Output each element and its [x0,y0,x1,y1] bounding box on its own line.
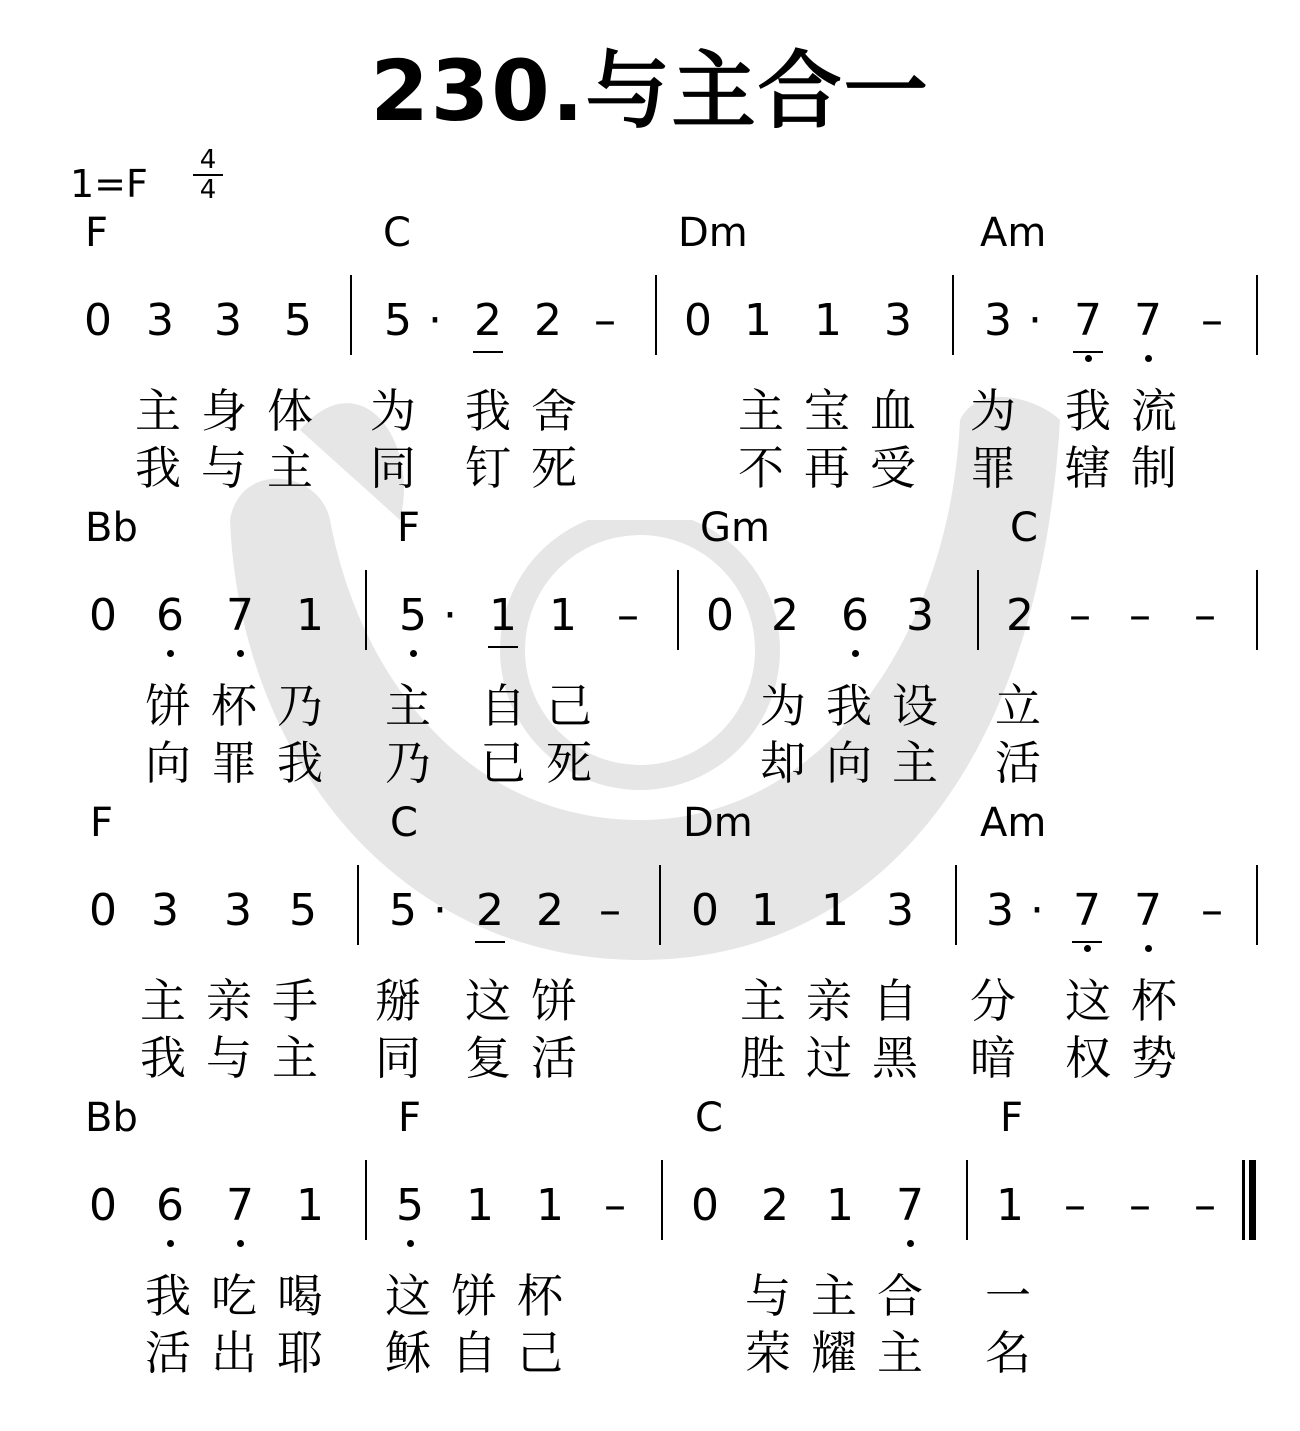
lyric-text: 分 [970,974,1036,1028]
jianpu-note: 5 [384,295,412,346]
octave-dot-below [1084,945,1091,952]
dash-note: – [1194,590,1216,641]
chord-symbol: F [85,210,109,256]
eighth-underline [1073,351,1103,353]
barline [365,1160,367,1240]
time-signature [193,146,223,204]
chord-symbol: Bb [85,505,138,551]
barline [659,865,661,945]
dash-note: – [1201,885,1223,936]
octave-dot-below [1085,355,1092,362]
dash-note: – [1129,1180,1151,1231]
eighth-underline [488,646,518,648]
dash-note: – [599,885,621,936]
jianpu-note: 5 [284,295,312,346]
lyric-text: 暗 [970,1031,1036,1085]
jianpu-note: 1 [814,295,842,346]
lyric-text: 一 [985,1269,1051,1323]
jianpu-note: 1 [549,590,577,641]
chord-symbol: C [1010,505,1038,551]
jianpu-note: 1 [996,1180,1024,1231]
chord-symbol: Bb [85,1095,138,1141]
lyric-text: 这饼 [465,974,597,1028]
jianpu-note: 1 [821,885,849,936]
lyric-text: 我吃喝 [145,1269,343,1323]
octave-dot-below [167,650,174,657]
jianpu-note: 0 [89,885,117,936]
lyric-text: 乃 [385,736,451,790]
time-sig-top: 4 [199,145,217,175]
chord-symbol: F [398,1095,422,1141]
lyric-text: 同 [375,1031,441,1085]
lyric-text: 复活 [465,1031,597,1085]
octave-dot-below [407,1240,414,1247]
jianpu-note: 2 [476,885,504,936]
jianpu-note: 6 [156,1180,184,1231]
jianpu-note: 2 [534,295,562,346]
barline [655,275,657,355]
jianpu-note: 2 [1006,590,1034,641]
final-barline-thin [1242,1160,1245,1240]
barline [955,865,957,945]
jianpu-note: 0 [706,590,734,641]
octave-dot-below [1145,945,1152,952]
chord-symbol: F [90,800,114,846]
lyric-text: 为 [970,384,1036,438]
barline [357,865,359,945]
octave-dot-below [410,650,417,657]
jianpu-note: 5 [396,1180,424,1231]
song-title: 230.与主合一 [370,42,930,140]
jianpu-note: 1 [296,590,324,641]
barline [677,570,679,650]
dash-note: – [1201,295,1223,346]
chord-symbol: F [1000,1095,1024,1141]
chord-symbol: C [390,800,418,846]
jianpu-note: 2 [761,1180,789,1231]
lyric-text: 却向主 [760,736,958,790]
final-barline-thick [1249,1160,1256,1240]
augmentation-dot: · [1030,885,1044,936]
octave-dot-below [237,650,244,657]
dash-note: – [604,1180,626,1231]
barline [365,570,367,650]
eighth-underline [475,941,505,943]
chord-symbol: Gm [700,505,770,551]
chord-symbol: Dm [683,800,753,846]
jianpu-note: 3 [214,295,242,346]
jianpu-note: 3 [906,590,934,641]
barline [1256,570,1258,650]
lyric-text: 不再受 [738,441,936,495]
jianpu-note: 1 [744,295,772,346]
jianpu-note: 2 [771,590,799,641]
augmentation-dot: · [1028,295,1042,346]
lyric-text: 荣耀主 [745,1326,943,1380]
lyric-text: 为我设 [760,679,958,733]
chord-symbol: Am [980,210,1047,256]
chord-symbol: Am [980,800,1047,846]
eighth-underline [473,351,503,353]
barline [1256,865,1258,945]
dash-note: – [1129,590,1151,641]
jianpu-note: 7 [1134,885,1162,936]
octave-dot-below [852,650,859,657]
jianpu-note: 3 [151,885,179,936]
barline [966,1160,968,1240]
jianpu-note: 7 [1134,295,1162,346]
jianpu-note: 7 [896,1180,924,1231]
jianpu-note: 0 [691,1180,719,1231]
jianpu-note: 7 [1073,885,1101,936]
dash-note: – [1064,1180,1086,1231]
lyric-text: 胜过黑 [740,1031,938,1085]
lyric-text: 主身体 [135,384,333,438]
lyric-text: 主亲自 [740,974,938,1028]
lyric-text: 这饼杯 [385,1269,583,1323]
dash-note: – [617,590,639,641]
dash-note: – [594,295,616,346]
dash-note: – [1069,590,1091,641]
jianpu-note: 1 [826,1180,854,1231]
lyric-text: 名 [985,1326,1051,1380]
jianpu-note: 6 [841,590,869,641]
jianpu-note: 0 [89,1180,117,1231]
jianpu-note: 6 [156,590,184,641]
jianpu-note: 7 [226,590,254,641]
barline [952,275,954,355]
jianpu-note: 1 [489,590,517,641]
octave-dot-below [167,1240,174,1247]
jianpu-note: 5 [399,590,427,641]
jianpu-note: 1 [536,1180,564,1231]
jianpu-note: 1 [466,1180,494,1231]
jianpu-note: 1 [296,1180,324,1231]
barline [1256,275,1258,355]
jianpu-note: 7 [226,1180,254,1231]
lyric-text: 辖制 [1065,441,1197,495]
jianpu-note: 2 [536,885,564,936]
chord-symbol: Dm [678,210,748,256]
jianpu-note: 3 [886,885,914,936]
lyric-text: 为 [370,384,436,438]
lyric-text: 自己 [480,679,612,733]
jianpu-note: 3 [146,295,174,346]
jianpu-note: 2 [474,295,502,346]
lyric-text: 稣自己 [385,1326,583,1380]
octave-dot-below [907,1240,914,1247]
lyric-text: 这杯 [1065,974,1197,1028]
jianpu-note: 0 [84,295,112,346]
jianpu-note: 3 [984,295,1012,346]
lyric-text: 我与主 [140,1031,338,1085]
lyric-text: 主宝血 [738,384,936,438]
barline [661,1160,663,1240]
barline [977,570,979,650]
lyric-text: 与主合 [745,1269,943,1323]
octave-dot-below [1145,355,1152,362]
augmentation-dot: · [443,590,457,641]
lyric-text: 向罪我 [145,736,343,790]
jianpu-note: 7 [1074,295,1102,346]
chord-symbol: C [695,1095,723,1141]
lyric-text: 我舍 [465,384,597,438]
lyric-text: 活 [995,736,1061,790]
jianpu-note: 3 [986,885,1014,936]
lyric-text: 饼杯乃 [145,679,343,733]
lyric-text: 同 [370,441,436,495]
jianpu-note: 0 [691,885,719,936]
lyric-text: 我与主 [135,441,333,495]
dash-note: – [1194,1180,1216,1231]
eighth-underline [1072,941,1102,943]
lyric-text: 掰 [375,974,441,1028]
key-signature: 1=F [70,162,148,206]
octave-dot-below [237,1240,244,1247]
lyric-text: 我流 [1065,384,1197,438]
jianpu-note: 5 [289,885,317,936]
chord-symbol: F [397,505,421,551]
time-sig-bottom: 4 [199,175,217,205]
chord-symbol: C [383,210,411,256]
lyric-text: 立 [995,679,1061,733]
barline [350,275,352,355]
jianpu-note: 3 [224,885,252,936]
augmentation-dot: · [433,885,447,936]
jianpu-note: 5 [389,885,417,936]
augmentation-dot: · [428,295,442,346]
lyric-text: 权势 [1065,1031,1197,1085]
lyric-text: 钉死 [465,441,597,495]
lyric-text: 活出耶 [145,1326,343,1380]
lyric-text: 主亲手 [140,974,338,1028]
jianpu-note: 0 [684,295,712,346]
jianpu-note: 3 [884,295,912,346]
lyric-text: 罪 [970,441,1036,495]
lyric-text: 主 [385,679,451,733]
jianpu-note: 1 [751,885,779,936]
lyric-text: 已死 [480,736,612,790]
jianpu-note: 0 [89,590,117,641]
